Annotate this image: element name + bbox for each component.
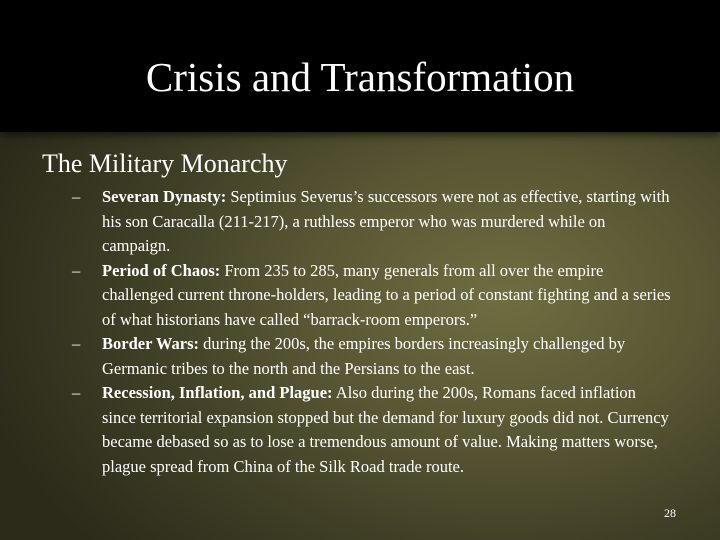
bullet-term: Period of Chaos:: [102, 260, 221, 280]
bullet-list: [72, 185, 672, 479]
bullet-text: Septimius Severus’s successors were not as effective, starting with his son Caracalla (211-217), a ruthless emperor who was murdered while on campaign.: [102, 187, 670, 255]
bullet-term: Recession, Inflation, and Plague:: [102, 383, 333, 402]
page-number: 28: [664, 506, 676, 520]
bullet-dash: –: [72, 187, 81, 206]
bullet-dash: –: [72, 260, 81, 280]
bullet-text: during the 200s, the empires borders increasingly challenged by Germanic tribes to the north and the Persians to the east.: [102, 334, 626, 378]
bullet-dash: –: [72, 383, 81, 402]
title-band: [0, 0, 720, 132]
section-heading: The Military Monarchy: [42, 149, 288, 178]
bullet-text: From 235 to 285, many generals from all over the empire challenged current throne-holders, leading to a period of constant fighting and a series of what historians have called “barrack-room emperors.”: [102, 260, 671, 329]
bullet-period-of-chaos: [72, 259, 672, 333]
bullet-term: Severan Dynasty:: [102, 187, 227, 206]
slide-title: Crisis and Transformation: [145, 54, 575, 100]
bullet-text: Also during the 200s, Romans faced inflation since territorial expansion stopped but the demand for luxury goods did not. Currency became debased so as to lose a tremendous amount of value. Making matters worse, plague spread from China of the Silk Road trade route.: [102, 383, 669, 476]
bullet-severan-dynasty: [72, 185, 672, 259]
bullet-recession-inflation-plague: [72, 381, 672, 479]
bullet-border-wars: [72, 332, 672, 381]
bullet-dash: –: [72, 334, 81, 353]
bullet-term: Border Wars:: [102, 334, 200, 353]
